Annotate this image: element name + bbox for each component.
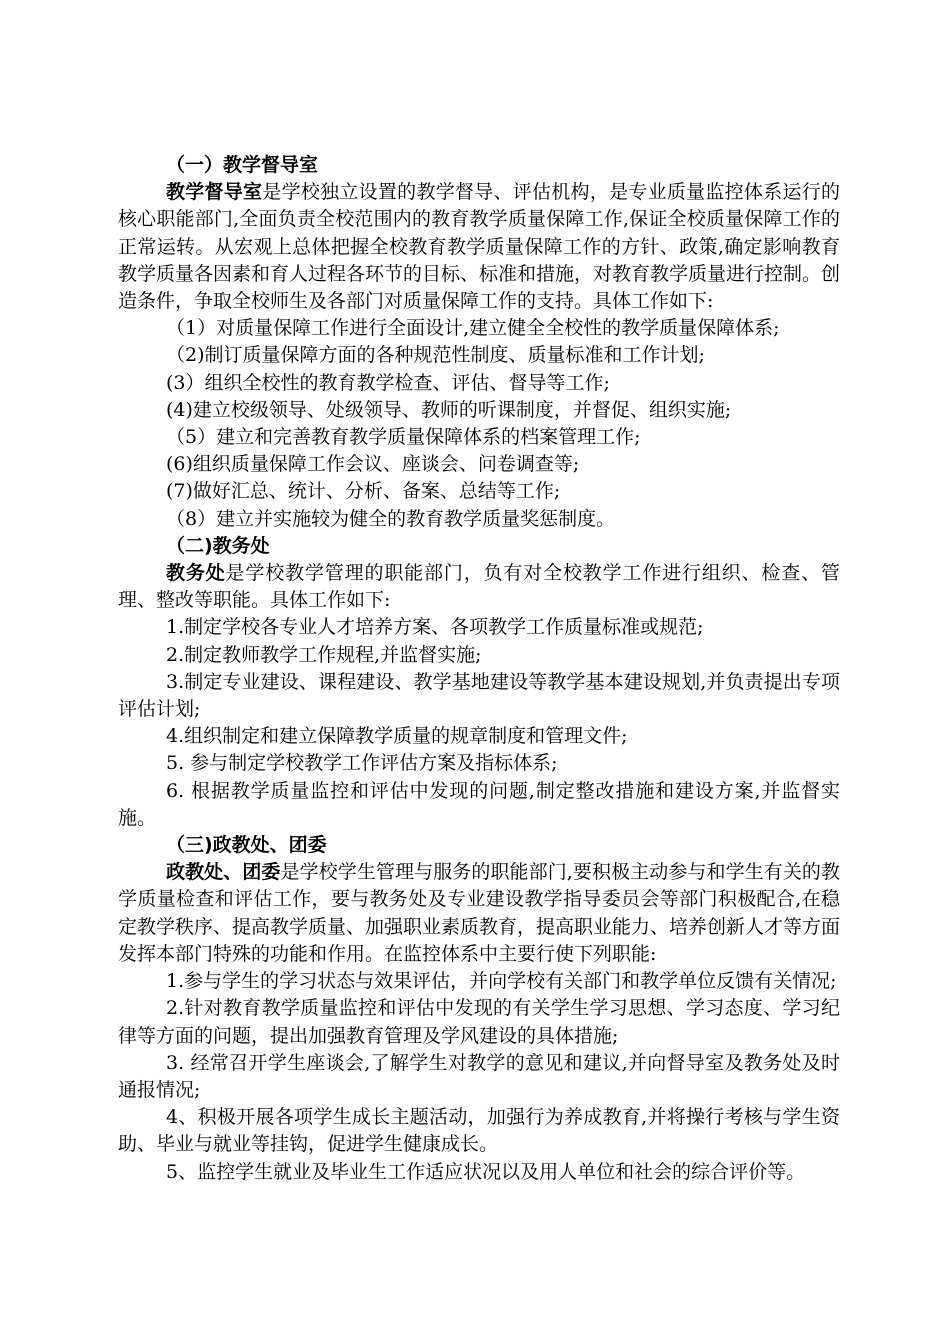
document-page [118, 152, 840, 1186]
list-item: 3. 经常召开学生座谈会,了解学生对教学的意见和建议,并向督导室及教务处及时通报情况; [118, 1051, 840, 1101]
list-item: （2)制订质量保障方面的各种规范性制度、质量标准和工作计划; [166, 344, 705, 367]
list-item: (3）组织全校性的教育教学检查、评估、督导等工作; [166, 371, 610, 394]
section-intro-supervision [118, 179, 840, 315]
list-item: 2.制定教师教学工作规程,并监督实施; [166, 643, 482, 666]
list-item: (7)做好汇总、统计、分析、备案、总结等工作; [166, 480, 561, 503]
list-item: 4、积极开展各项学生成长主题活动，加强行为养成教育,并将操行考核与学生资助、毕业与就业等挂钩，促进学生健康成长。 [118, 1106, 840, 1156]
list-item: 2.针对教育教学质量监控和评估中发现的有关学生学习思想、学习态度、学习纪律等方面的问题，提出加强教育管理及学风建设的具体措施; [118, 997, 840, 1047]
list-item: 3.制定专业建设、课程建设、教学基地建设等教学基本建设规划,并负责提出专项评估计划; [118, 670, 840, 721]
list-item: 6. 根据教学质量监控和评估中发现的问题,制定整改措施和建设方案,并监督实施。 [118, 779, 840, 829]
list-item: 5. 参与制定学校教学工作评估方案及指标体系; [166, 752, 558, 775]
section-lead-term: 教务处 [166, 562, 226, 585]
section-body-text: 是学校教学管理的职能部门，负有对全校教学工作进行组织、检查、管理、整改等职能。具体工作如下: [118, 562, 840, 612]
list-item: (6)组织质量保障工作会议、座谈会、问卷调查等; [166, 453, 580, 476]
section-lead-term: 政教处、团委 [166, 861, 281, 884]
section-lead-term: 教学督导室 [166, 181, 263, 204]
section-intro-academic-affairs [118, 560, 840, 614]
section-heading-supervision: （一）教学督导室 [166, 154, 319, 176]
list-item: 4.组织制定和建立保障教学质量的规章制度和管理文件; [166, 725, 628, 748]
list-item: 5、监控学生就业及毕业生工作适应状况以及用人单位和社会的综合评价等。 [166, 1160, 806, 1183]
list-item: 1.参与学生的学习状态与效果评估，并向学校有关部门和教学单位反馈有关情况; [166, 970, 837, 993]
section-body-text: 是学校学生管理与服务的职能部门,要积极主动参与和学生有关的教学质量检查和评估工作，要与教务处及专业建设教学指导委员会等部门积极配合,在稳定教学秩序、提高教学质量、加强职业素质教育，提高职业能力、培养创新人才等方面发挥本部门特殊的功能和作用。在监控体系中主要行使下列职能: [118, 861, 841, 965]
list-item: 1.制定学校各专业人才培养方案、各项教学工作质量标准或规范; [166, 616, 704, 639]
section-intro-student-affairs [118, 859, 840, 968]
list-item: （5）建立和完善教育教学质量保障体系的档案管理工作; [166, 426, 641, 449]
list-item: （1）对质量保障工作进行全面设计,建立健全全校性的教学质量保障体系; [166, 317, 780, 340]
section-heading-academic-affairs: （二)教务处 [166, 534, 270, 557]
list-item: (4)建立校级领导、处级领导、教师的听课制度，并督促、组织实施; [166, 398, 732, 421]
section-heading-student-affairs: （三)政教处、团委 [166, 834, 327, 857]
section-body-text: 是学校独立设置的教学督导、评估机构，是专业质量监控体系运行的核心职能部门,全面负责全校范围内的教育教学质量保障工作,保证全校质量保障工作的正常运转。从宏观上总体把握全校教育教学质量保障工作的方针、政策,确定影响教育教学质量各因素和育人过程各环节的目标、标准和措施，对教育教学质量进行控制。创造条件，争取全校师生及各部门对质量保障工作的支持。具体工作如下: [118, 181, 841, 313]
list-item: （8）建立并实施较为健全的教育教学质量奖惩制度。 [166, 507, 616, 530]
